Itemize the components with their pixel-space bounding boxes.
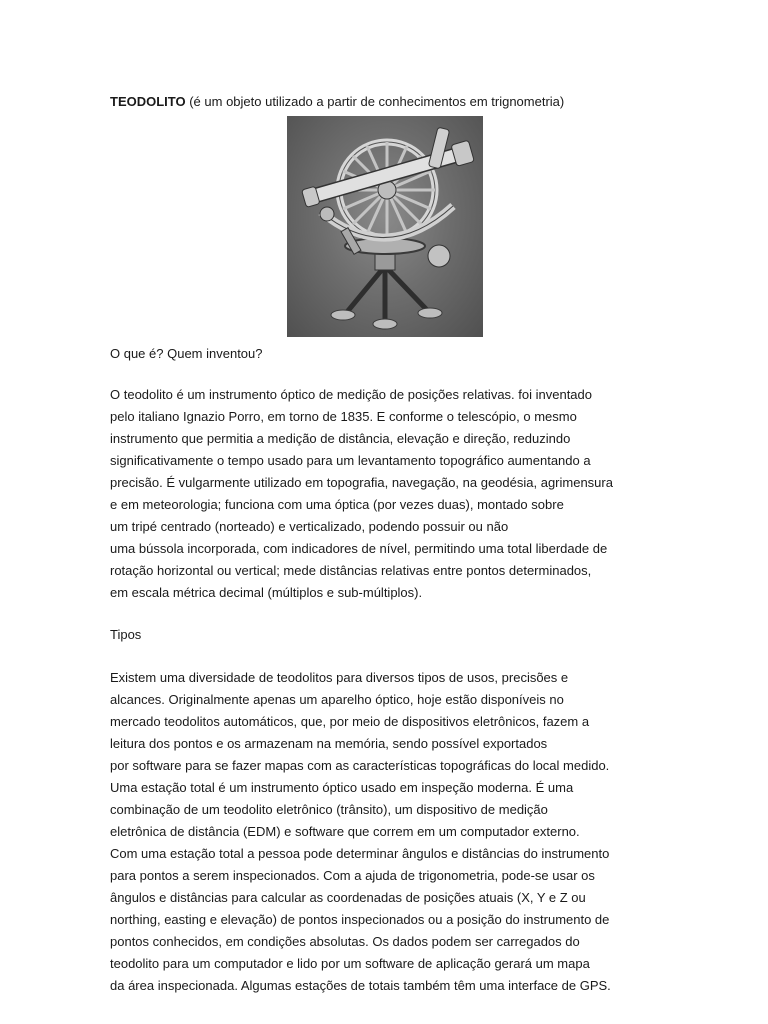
text-line: Existem uma diversidade de teodolitos para diversos tipos de usos, precisões e <box>110 670 569 685</box>
theodolite-photo <box>287 116 483 337</box>
text-line: ângulos e distâncias para calcular as coordenadas de posições atuais (X, Y e Z ou <box>110 890 586 905</box>
theodolite-illustration <box>287 116 483 337</box>
text-line: da área inspecionada. Algumas estações de totais também têm uma interface de GPS. <box>110 978 611 993</box>
text-line: em escala métrica decimal (múltiplos e sub-múltiplos). <box>110 585 423 600</box>
text-line: mercado teodolitos automáticos, que, por meio de dispositivos eletrônicos, fazem a <box>110 714 590 729</box>
title-bold: TEODOLITO <box>110 94 186 109</box>
text-line: eletrônica de distância (EDM) e software que correm em um computador externo. <box>110 824 580 839</box>
text-line: teodolito para um computador e lido por um software de aplicação gerará um mapa <box>110 956 590 971</box>
text-line: por software para se fazer mapas com as características topográficas do local medido. <box>110 758 610 773</box>
text-line: instrumento que permitia a medição de distância, elevação e direção, reduzindo <box>110 431 571 446</box>
text-line: significativamente o tempo usado para um levantamento topográfico aumentando a <box>110 453 591 468</box>
document-title <box>110 93 564 110</box>
text-line: um tripé centrado (norteado) e verticalizado, podendo possuir ou não <box>110 519 509 534</box>
section-body-origin <box>110 384 670 604</box>
text-line: e em meteorologia; funciona com uma óptica (por vezes duas), montado sobre <box>110 497 564 512</box>
text-line: alcances. Originalmente apenas um aparelho óptico, hoje estão disponíveis no <box>110 692 564 707</box>
section-body-types <box>110 667 670 997</box>
text-line: rotação horizontal ou vertical; mede distâncias relativas entre pontos determinados, <box>110 563 592 578</box>
text-line: pelo italiano Ignazio Porro, em torno de 1835. E conforme o telescópio, o mesmo <box>110 409 577 424</box>
text-line: northing, easting e elevação) de pontos inspecionados ou a posição do instrumento de <box>110 912 610 927</box>
text-line: para pontos a serem inspecionados. Com a ajuda de trigonometria, pode-se usar os <box>110 868 595 883</box>
section-heading-origin: O que é? Quem inventou? <box>110 346 263 361</box>
text-line: pontos conhecidos, em condições absolutas. Os dados podem ser carregados do <box>110 934 580 949</box>
text-line: Com uma estação total a pessoa pode determinar ângulos e distâncias do instrumento <box>110 846 610 861</box>
section-heading-types: Tipos <box>110 627 142 642</box>
text-line: uma bússola incorporada, com indicadores de nível, permitindo uma total liberdade de <box>110 541 608 556</box>
text-line: combinação de um teodolito eletrônico (trânsito), um dispositivo de medição <box>110 802 548 817</box>
title-rest: (é um objeto utilizado a partir de conhecimentos em trignometria) <box>185 94 565 109</box>
text-line: Uma estação total é um instrumento óptico usado em inspeção moderna. É uma <box>110 780 574 795</box>
text-line: precisão. É vulgarmente utilizado em topografia, navegação, na geodésia, agrimensura <box>110 475 613 490</box>
text-line: leitura dos pontos e os armazenam na memória, sendo possível exportados <box>110 736 548 751</box>
text-line: O teodolito é um instrumento óptico de medição de posições relativas. foi inventado <box>110 387 592 402</box>
